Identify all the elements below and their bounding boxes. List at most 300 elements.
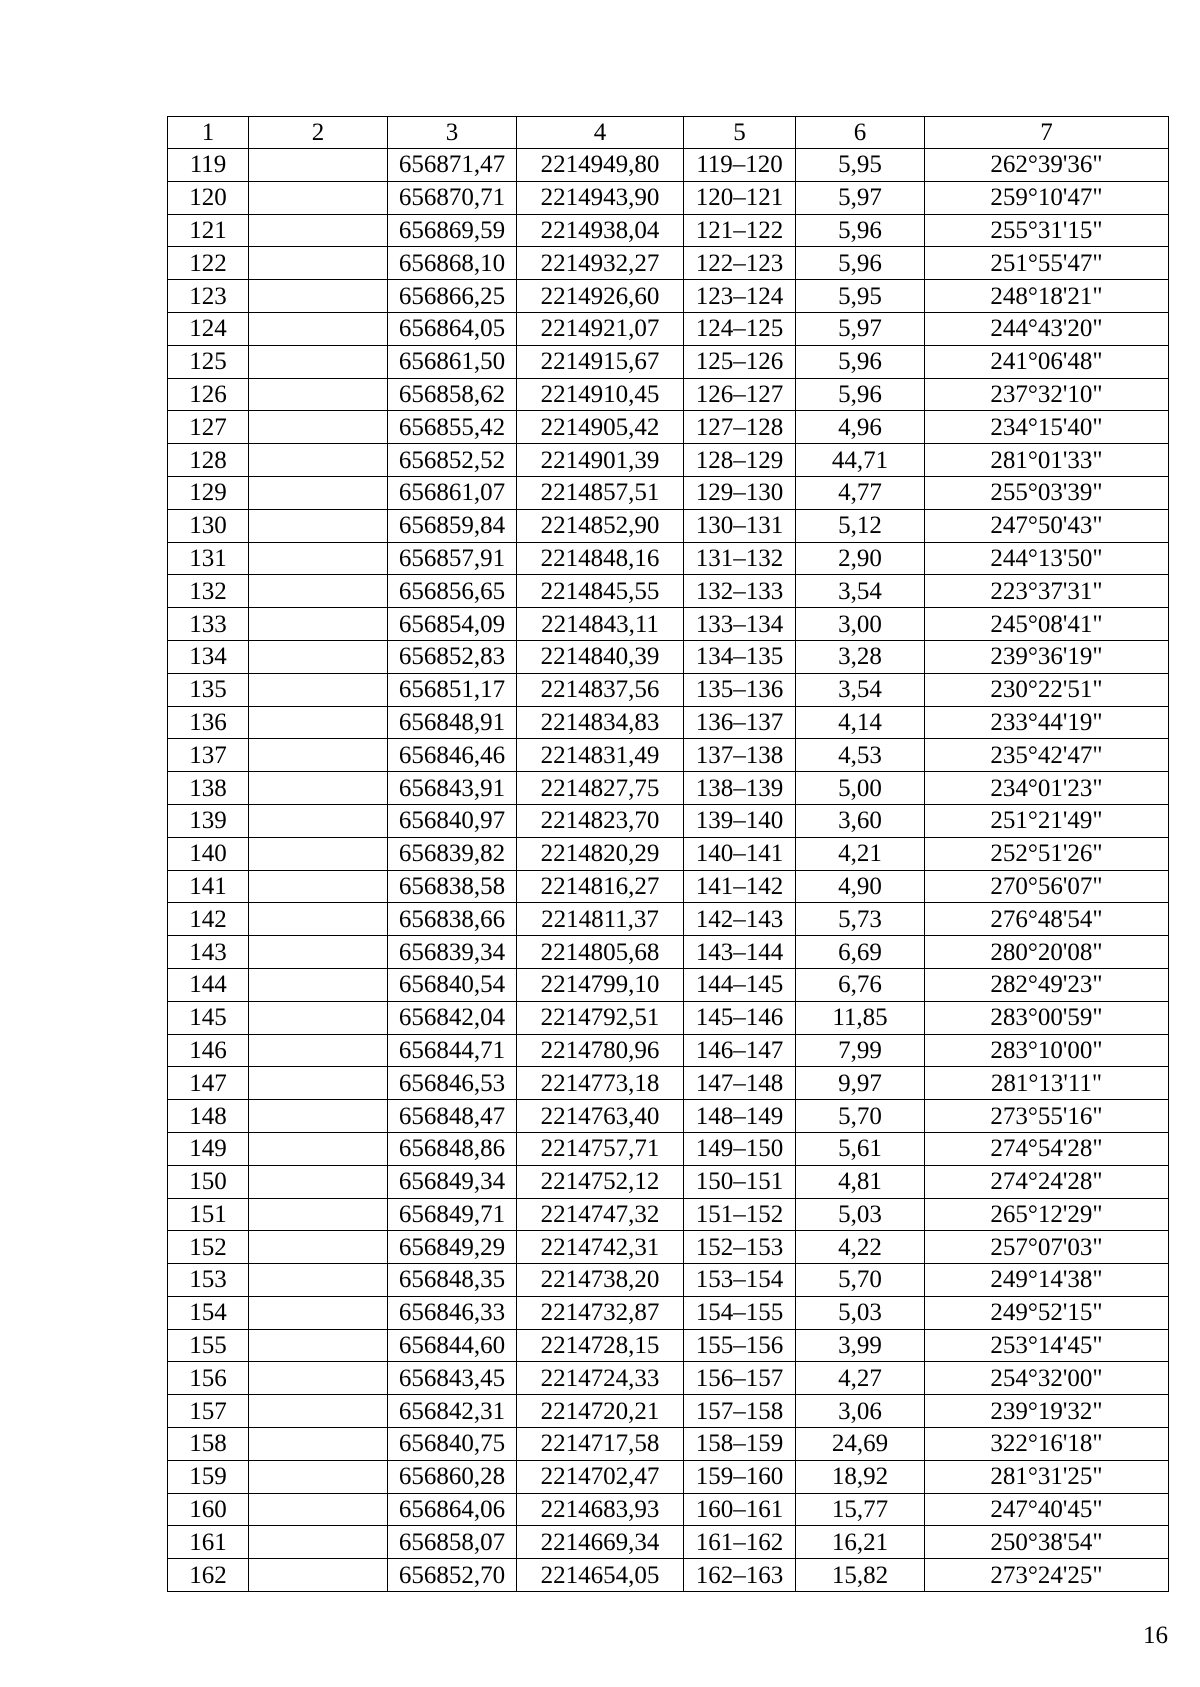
x-coordinate-cell: 656840,75	[388, 1428, 517, 1461]
page-number: 16	[1143, 1622, 1168, 1649]
point-number-cell: 155	[168, 1329, 249, 1362]
table-row	[168, 345, 1169, 378]
segment-cell: 126–127	[684, 378, 796, 411]
segment-cell: 150–151	[684, 1165, 796, 1198]
y-coordinate-cell: 2214738,20	[517, 1264, 684, 1297]
y-coordinate-cell: 2214820,29	[517, 837, 684, 870]
bearing-cell: 253°14'45"	[925, 1329, 1169, 1362]
x-coordinate-cell: 656840,97	[388, 804, 517, 837]
bearing-cell: 276°48'54"	[925, 903, 1169, 936]
bearing-cell: 249°52'15"	[925, 1296, 1169, 1329]
empty-cell	[249, 870, 388, 903]
point-number-cell: 133	[168, 608, 249, 641]
x-coordinate-cell: 656844,71	[388, 1034, 517, 1067]
table-row	[168, 1460, 1169, 1493]
y-coordinate-cell: 2214724,33	[517, 1362, 684, 1395]
bearing-cell: 234°15'40"	[925, 411, 1169, 444]
x-coordinate-cell: 656839,34	[388, 936, 517, 969]
table-row	[168, 509, 1169, 542]
distance-cell: 5,95	[796, 149, 925, 182]
column-header: 1	[168, 117, 249, 149]
point-number-cell: 131	[168, 542, 249, 575]
table-row	[168, 837, 1169, 870]
point-number-cell: 126	[168, 378, 249, 411]
table-row	[168, 1231, 1169, 1264]
distance-cell: 5,96	[796, 378, 925, 411]
distance-cell: 24,69	[796, 1428, 925, 1461]
x-coordinate-cell: 656858,07	[388, 1526, 517, 1559]
table-row	[168, 149, 1169, 182]
segment-cell: 154–155	[684, 1296, 796, 1329]
distance-cell: 3,06	[796, 1395, 925, 1428]
table-row	[168, 1001, 1169, 1034]
bearing-cell: 233°44'19"	[925, 706, 1169, 739]
x-coordinate-cell: 656846,46	[388, 739, 517, 772]
table-row	[168, 1198, 1169, 1231]
y-coordinate-cell: 2214752,12	[517, 1165, 684, 1198]
table-header-row	[168, 117, 1169, 149]
y-coordinate-cell: 2214926,60	[517, 280, 684, 313]
distance-cell: 5,95	[796, 280, 925, 313]
table-row	[168, 575, 1169, 608]
distance-cell: 6,76	[796, 968, 925, 1001]
point-number-cell: 160	[168, 1493, 249, 1526]
distance-cell: 44,71	[796, 444, 925, 477]
y-coordinate-cell: 2214827,75	[517, 772, 684, 805]
x-coordinate-cell: 656871,47	[388, 149, 517, 182]
bearing-cell: 223°37'31"	[925, 575, 1169, 608]
point-number-cell: 121	[168, 214, 249, 247]
empty-cell	[249, 608, 388, 641]
distance-cell: 9,97	[796, 1067, 925, 1100]
point-number-cell: 147	[168, 1067, 249, 1100]
y-coordinate-cell: 2214932,27	[517, 247, 684, 280]
empty-cell	[249, 1198, 388, 1231]
segment-cell: 119–120	[684, 149, 796, 182]
bearing-cell: 252°51'26"	[925, 837, 1169, 870]
empty-cell	[249, 968, 388, 1001]
table-row	[168, 706, 1169, 739]
distance-cell: 4,77	[796, 476, 925, 509]
y-coordinate-cell: 2214857,51	[517, 476, 684, 509]
y-coordinate-cell: 2214943,90	[517, 181, 684, 214]
y-coordinate-cell: 2214845,55	[517, 575, 684, 608]
segment-cell: 136–137	[684, 706, 796, 739]
x-coordinate-cell: 656848,35	[388, 1264, 517, 1297]
bearing-cell: 255°31'15"	[925, 214, 1169, 247]
bearing-cell: 282°49'23"	[925, 968, 1169, 1001]
distance-cell: 3,00	[796, 608, 925, 641]
empty-cell	[249, 1559, 388, 1592]
table-row	[168, 411, 1169, 444]
bearing-cell: 280°20'08"	[925, 936, 1169, 969]
table-row	[168, 936, 1169, 969]
y-coordinate-cell: 2214742,31	[517, 1231, 684, 1264]
segment-cell: 123–124	[684, 280, 796, 313]
bearing-cell: 234°01'23"	[925, 772, 1169, 805]
point-number-cell: 122	[168, 247, 249, 280]
distance-cell: 16,21	[796, 1526, 925, 1559]
distance-cell: 3,54	[796, 673, 925, 706]
empty-cell	[249, 280, 388, 313]
table-row	[168, 1132, 1169, 1165]
empty-cell	[249, 804, 388, 837]
table-row	[168, 476, 1169, 509]
empty-cell	[249, 1034, 388, 1067]
distance-cell: 15,82	[796, 1559, 925, 1592]
x-coordinate-cell: 656860,28	[388, 1460, 517, 1493]
table-row	[168, 1559, 1169, 1592]
segment-cell: 120–121	[684, 181, 796, 214]
y-coordinate-cell: 2214823,70	[517, 804, 684, 837]
bearing-cell: 244°43'20"	[925, 312, 1169, 345]
distance-cell: 3,60	[796, 804, 925, 837]
empty-cell	[249, 772, 388, 805]
point-number-cell: 148	[168, 1100, 249, 1133]
empty-cell	[249, 1165, 388, 1198]
segment-cell: 133–134	[684, 608, 796, 641]
x-coordinate-cell: 656838,58	[388, 870, 517, 903]
segment-cell: 158–159	[684, 1428, 796, 1461]
y-coordinate-cell: 2214805,68	[517, 936, 684, 969]
x-coordinate-cell: 656839,82	[388, 837, 517, 870]
point-number-cell: 153	[168, 1264, 249, 1297]
point-number-cell: 134	[168, 640, 249, 673]
empty-cell	[249, 1296, 388, 1329]
bearing-cell: 251°21'49"	[925, 804, 1169, 837]
distance-cell: 5,96	[796, 345, 925, 378]
x-coordinate-cell: 656852,52	[388, 444, 517, 477]
point-number-cell: 139	[168, 804, 249, 837]
point-number-cell: 130	[168, 509, 249, 542]
distance-cell: 5,03	[796, 1198, 925, 1231]
segment-cell: 124–125	[684, 312, 796, 345]
segment-cell: 146–147	[684, 1034, 796, 1067]
segment-cell: 131–132	[684, 542, 796, 575]
y-coordinate-cell: 2214816,27	[517, 870, 684, 903]
x-coordinate-cell: 656838,66	[388, 903, 517, 936]
x-coordinate-cell: 656852,83	[388, 640, 517, 673]
point-number-cell: 132	[168, 575, 249, 608]
bearing-cell: 281°01'33"	[925, 444, 1169, 477]
y-coordinate-cell: 2214905,42	[517, 411, 684, 444]
table-row	[168, 1329, 1169, 1362]
x-coordinate-cell: 656864,06	[388, 1493, 517, 1526]
table-row	[168, 378, 1169, 411]
bearing-cell: 273°24'25"	[925, 1559, 1169, 1592]
table-row	[168, 1493, 1169, 1526]
segment-cell: 135–136	[684, 673, 796, 706]
distance-cell: 3,28	[796, 640, 925, 673]
distance-cell: 3,54	[796, 575, 925, 608]
bearing-cell: 265°12'29"	[925, 1198, 1169, 1231]
empty-cell	[249, 1460, 388, 1493]
y-coordinate-cell: 2214669,34	[517, 1526, 684, 1559]
x-coordinate-cell: 656869,59	[388, 214, 517, 247]
empty-cell	[249, 1493, 388, 1526]
bearing-cell: 245°08'41"	[925, 608, 1169, 641]
y-coordinate-cell: 2214840,39	[517, 640, 684, 673]
bearing-cell: 249°14'38"	[925, 1264, 1169, 1297]
segment-cell: 144–145	[684, 968, 796, 1001]
x-coordinate-cell: 656858,62	[388, 378, 517, 411]
y-coordinate-cell: 2214843,11	[517, 608, 684, 641]
empty-cell	[249, 1362, 388, 1395]
segment-cell: 160–161	[684, 1493, 796, 1526]
segment-cell: 128–129	[684, 444, 796, 477]
point-number-cell: 150	[168, 1165, 249, 1198]
empty-cell	[249, 411, 388, 444]
point-number-cell: 149	[168, 1132, 249, 1165]
segment-cell: 137–138	[684, 739, 796, 772]
empty-cell	[249, 1526, 388, 1559]
distance-cell: 4,53	[796, 739, 925, 772]
distance-cell: 18,92	[796, 1460, 925, 1493]
table-row	[168, 608, 1169, 641]
distance-cell: 5,03	[796, 1296, 925, 1329]
y-coordinate-cell: 2214852,90	[517, 509, 684, 542]
point-number-cell: 137	[168, 739, 249, 772]
distance-cell: 7,99	[796, 1034, 925, 1067]
bearing-cell: 251°55'47"	[925, 247, 1169, 280]
table-row	[168, 640, 1169, 673]
x-coordinate-cell: 656855,42	[388, 411, 517, 444]
x-coordinate-cell: 656864,05	[388, 312, 517, 345]
bearing-cell: 248°18'21"	[925, 280, 1169, 313]
point-number-cell: 145	[168, 1001, 249, 1034]
table-row	[168, 214, 1169, 247]
point-number-cell: 119	[168, 149, 249, 182]
bearing-cell: 281°31'25"	[925, 1460, 1169, 1493]
distance-cell: 5,61	[796, 1132, 925, 1165]
empty-cell	[249, 476, 388, 509]
point-number-cell: 135	[168, 673, 249, 706]
y-coordinate-cell: 2214792,51	[517, 1001, 684, 1034]
distance-cell: 11,85	[796, 1001, 925, 1034]
x-coordinate-cell: 656870,71	[388, 181, 517, 214]
distance-cell: 6,69	[796, 936, 925, 969]
table-row	[168, 181, 1169, 214]
distance-cell: 4,90	[796, 870, 925, 903]
x-coordinate-cell: 656842,04	[388, 1001, 517, 1034]
table-row	[168, 1526, 1169, 1559]
distance-cell: 15,77	[796, 1493, 925, 1526]
table-row	[168, 1362, 1169, 1395]
column-header: 6	[796, 117, 925, 149]
empty-cell	[249, 739, 388, 772]
x-coordinate-cell: 656849,71	[388, 1198, 517, 1231]
y-coordinate-cell: 2214848,16	[517, 542, 684, 575]
point-number-cell: 151	[168, 1198, 249, 1231]
table-row	[168, 247, 1169, 280]
bearing-cell: 237°32'10"	[925, 378, 1169, 411]
distance-cell: 2,90	[796, 542, 925, 575]
y-coordinate-cell: 2214938,04	[517, 214, 684, 247]
empty-cell	[249, 706, 388, 739]
segment-cell: 141–142	[684, 870, 796, 903]
bearing-cell: 241°06'48"	[925, 345, 1169, 378]
segment-cell: 134–135	[684, 640, 796, 673]
empty-cell	[249, 837, 388, 870]
point-number-cell: 162	[168, 1559, 249, 1592]
empty-cell	[249, 181, 388, 214]
empty-cell	[249, 444, 388, 477]
bearing-cell: 247°50'43"	[925, 509, 1169, 542]
x-coordinate-cell: 656849,29	[388, 1231, 517, 1264]
bearing-cell: 283°10'00"	[925, 1034, 1169, 1067]
empty-cell	[249, 214, 388, 247]
table-row	[168, 1395, 1169, 1428]
segment-cell: 132–133	[684, 575, 796, 608]
table-row	[168, 1296, 1169, 1329]
point-number-cell: 146	[168, 1034, 249, 1067]
y-coordinate-cell: 2214763,40	[517, 1100, 684, 1133]
y-coordinate-cell: 2214720,21	[517, 1395, 684, 1428]
distance-cell: 5,00	[796, 772, 925, 805]
empty-cell	[249, 575, 388, 608]
table-row	[168, 1165, 1169, 1198]
distance-cell: 5,96	[796, 214, 925, 247]
bearing-cell: 274°54'28"	[925, 1132, 1169, 1165]
x-coordinate-cell: 656866,25	[388, 280, 517, 313]
table-row	[168, 1428, 1169, 1461]
x-coordinate-cell: 656868,10	[388, 247, 517, 280]
bearing-cell: 270°56'07"	[925, 870, 1169, 903]
x-coordinate-cell: 656846,53	[388, 1067, 517, 1100]
x-coordinate-cell: 656848,91	[388, 706, 517, 739]
bearing-cell: 235°42'47"	[925, 739, 1169, 772]
distance-cell: 5,12	[796, 509, 925, 542]
column-header: 5	[684, 117, 796, 149]
x-coordinate-cell: 656852,70	[388, 1559, 517, 1592]
empty-cell	[249, 1395, 388, 1428]
table-row	[168, 870, 1169, 903]
empty-cell	[249, 247, 388, 280]
empty-cell	[249, 509, 388, 542]
point-number-cell: 161	[168, 1526, 249, 1559]
distance-cell: 4,81	[796, 1165, 925, 1198]
distance-cell: 5,70	[796, 1264, 925, 1297]
segment-cell: 139–140	[684, 804, 796, 837]
distance-cell: 4,22	[796, 1231, 925, 1264]
x-coordinate-cell: 656840,54	[388, 968, 517, 1001]
x-coordinate-cell: 656851,17	[388, 673, 517, 706]
bearing-cell: 259°10'47"	[925, 181, 1169, 214]
bearing-cell: 255°03'39"	[925, 476, 1169, 509]
y-coordinate-cell: 2214921,07	[517, 312, 684, 345]
point-number-cell: 123	[168, 280, 249, 313]
segment-cell: 153–154	[684, 1264, 796, 1297]
x-coordinate-cell: 656856,65	[388, 575, 517, 608]
table-row	[168, 312, 1169, 345]
bearing-cell: 322°16'18"	[925, 1428, 1169, 1461]
empty-cell	[249, 149, 388, 182]
point-number-cell: 143	[168, 936, 249, 969]
empty-cell	[249, 1067, 388, 1100]
point-number-cell: 156	[168, 1362, 249, 1395]
bearing-cell: 274°24'28"	[925, 1165, 1169, 1198]
table-row	[168, 1100, 1169, 1133]
segment-cell: 159–160	[684, 1460, 796, 1493]
y-coordinate-cell: 2214717,58	[517, 1428, 684, 1461]
bearing-cell: 247°40'45"	[925, 1493, 1169, 1526]
y-coordinate-cell: 2214757,71	[517, 1132, 684, 1165]
bearing-cell: 244°13'50"	[925, 542, 1169, 575]
empty-cell	[249, 1231, 388, 1264]
segment-cell: 143–144	[684, 936, 796, 969]
segment-cell: 138–139	[684, 772, 796, 805]
bearing-cell: 239°36'19"	[925, 640, 1169, 673]
point-number-cell: 159	[168, 1460, 249, 1493]
empty-cell	[249, 378, 388, 411]
x-coordinate-cell: 656857,91	[388, 542, 517, 575]
segment-cell: 122–123	[684, 247, 796, 280]
segment-cell: 125–126	[684, 345, 796, 378]
distance-cell: 4,21	[796, 837, 925, 870]
empty-cell	[249, 312, 388, 345]
segment-cell: 162–163	[684, 1559, 796, 1592]
empty-cell	[249, 640, 388, 673]
segment-cell: 157–158	[684, 1395, 796, 1428]
table-row	[168, 968, 1169, 1001]
point-number-cell: 141	[168, 870, 249, 903]
y-coordinate-cell: 2214915,67	[517, 345, 684, 378]
bearing-cell: 239°19'32"	[925, 1395, 1169, 1428]
y-coordinate-cell: 2214728,15	[517, 1329, 684, 1362]
y-coordinate-cell: 2214654,05	[517, 1559, 684, 1592]
point-number-cell: 154	[168, 1296, 249, 1329]
bearing-cell: 254°32'00"	[925, 1362, 1169, 1395]
segment-cell: 152–153	[684, 1231, 796, 1264]
column-header: 4	[517, 117, 684, 149]
coordinates-table	[167, 116, 1169, 1592]
y-coordinate-cell: 2214773,18	[517, 1067, 684, 1100]
empty-cell	[249, 1100, 388, 1133]
x-coordinate-cell: 656842,31	[388, 1395, 517, 1428]
x-coordinate-cell: 656844,60	[388, 1329, 517, 1362]
table-body	[168, 149, 1169, 1592]
distance-cell: 3,99	[796, 1329, 925, 1362]
segment-cell: 145–146	[684, 1001, 796, 1034]
y-coordinate-cell: 2214901,39	[517, 444, 684, 477]
table-row	[168, 1264, 1169, 1297]
empty-cell	[249, 542, 388, 575]
point-number-cell: 138	[168, 772, 249, 805]
segment-cell: 129–130	[684, 476, 796, 509]
x-coordinate-cell: 656854,09	[388, 608, 517, 641]
point-number-cell: 140	[168, 837, 249, 870]
segment-cell: 130–131	[684, 509, 796, 542]
y-coordinate-cell: 2214910,45	[517, 378, 684, 411]
column-header: 3	[388, 117, 517, 149]
distance-cell: 4,96	[796, 411, 925, 444]
point-number-cell: 136	[168, 706, 249, 739]
bearing-cell: 250°38'54"	[925, 1526, 1169, 1559]
table-row	[168, 804, 1169, 837]
table-row	[168, 444, 1169, 477]
point-number-cell: 129	[168, 476, 249, 509]
segment-cell: 149–150	[684, 1132, 796, 1165]
x-coordinate-cell: 656843,91	[388, 772, 517, 805]
point-number-cell: 158	[168, 1428, 249, 1461]
table-row	[168, 1067, 1169, 1100]
empty-cell	[249, 903, 388, 936]
table-row	[168, 542, 1169, 575]
x-coordinate-cell: 656861,07	[388, 476, 517, 509]
table-row	[168, 673, 1169, 706]
point-number-cell: 120	[168, 181, 249, 214]
table-row	[168, 903, 1169, 936]
